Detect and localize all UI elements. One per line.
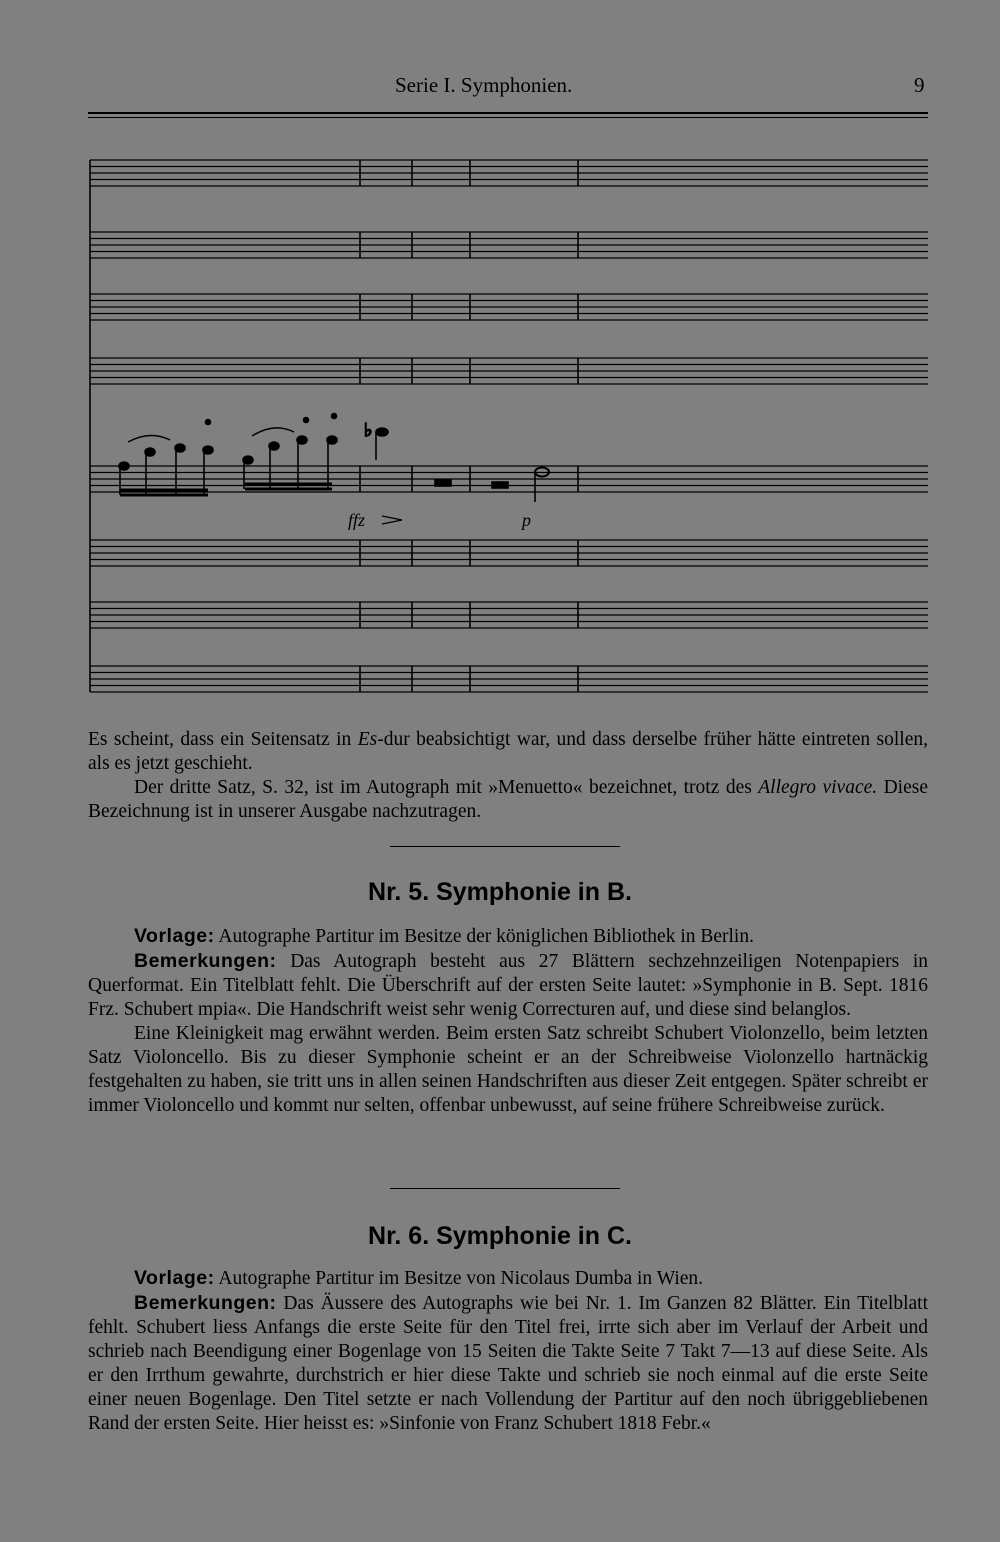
nr5-bemerkungen-label: Bemerkungen: — [134, 950, 277, 972]
svg-text:♭: ♭ — [364, 420, 373, 441]
intro-text — [88, 728, 928, 824]
header-rule — [88, 112, 928, 114]
nr6-vorlage-label: Vorlage: — [134, 1267, 215, 1289]
section-heading-nr6: Nr. 6. Symphonie in C. — [368, 1222, 632, 1250]
section-heading-nr5: Nr. 5. Symphonie in B. — [368, 878, 632, 906]
note-group — [119, 414, 549, 503]
nr5-vorlage-label: Vorlage: — [134, 925, 215, 947]
staff-lines — [90, 160, 928, 692]
barlines — [90, 160, 578, 692]
music-score — [80, 150, 940, 720]
nr6-bemerkungen-label: Bemerkungen: — [134, 1292, 277, 1314]
section-separator — [390, 1188, 620, 1189]
intro-p1-a: Es scheint, dass ein Seitensatz in — [88, 729, 358, 750]
nr5-text — [88, 924, 928, 1118]
intro-p1-b: -dur beabsichtigt war, und dass derselbe früher hätte eintreten sollen, als es jetzt geschieht. — [88, 729, 928, 774]
intro-p2-a: Der dritte Satz, S. 32, ist im Autograph mit »Menuetto« bezeichnet, trotz des — [134, 777, 759, 798]
dynamic-p: p — [522, 510, 531, 530]
section-separator — [390, 846, 620, 847]
running-title: Serie I. Symphonien. — [395, 73, 573, 97]
intro-p2-tempo: Allegro vivace. — [758, 777, 878, 798]
intro-p1-key: Es — [357, 729, 378, 750]
dynamic-ffz: ffz — [348, 510, 366, 530]
nr5-bemerkungen-text: Das Autograph besteht aus 27 Blättern sechzehnzeiligen Notenpapiers in Querformat. Ein Titelblatt fehlt. Die Überschrift auf der ersten Seite lautet: »Symphonie in B. Sept. 1816 Frz. Schubert mpia«. Die Handschrift weist sehr wenig Correcturen auf, und diese sind belanglos. — [88, 951, 928, 1020]
accent-hairpin — [382, 516, 402, 524]
header-rule-thin — [88, 117, 928, 118]
nr6-vorlage-text: Autographe Partitur im Besitze von Nicolaus Dumba in Wien. — [214, 1268, 704, 1289]
running-header — [0, 70, 1000, 100]
nr5-paragraph-2: Eine Kleinigkeit mag erwähnt werden. Beim ersten Satz schreibt Schubert Violonzello, beim letzten Satz Violoncello. Bis zu dieser Symphonie scheint er an der Schreibweise Violonzello hartnäckig festgehalten zu haben, sie tritt uns in allen seinen Handschriften aus dieser Zeit entgegen. Später schreibt er immer Violoncello und kommt nur selten, offenbar unbewusst, auf seine frühere Schreibweise zurück. — [88, 1023, 928, 1116]
nr5-vorlage-text: Autographe Partitur im Besitze der königlichen Bibliothek in Berlin. — [214, 926, 754, 947]
intro-p2-b: Diese Bezeichnung ist in unserer Ausgabe nachzutragen. — [88, 777, 929, 822]
page-number: 9 — [914, 73, 925, 97]
nr6-bemerkungen-text: Das Äussere des Autographs wie bei Nr. 1. Im Ganzen 82 Blätter. Ein Titelblatt fehlt. Schubert liess Anfangs die erste Seite für den Titel frei, irrte sich aber im Verlauf der Arbeit und schrieb nach Beendigung einer Bogenlage von 15 Seiten die Takte Seite 7 Takt 7—13 auf diese Seite. Als er den Irrthum gewahrte, durchstrich er hier diese Takte und schrieb sie noch einmal auf die erste Seite einer neuen Bogenlage. Den Titel setzte er nach Vollendung der Partitur auf den noch übriggebliebenen Rand der ersten Seite. Hier heisst es: »Sinfonie von Franz Schubert 1818 Febr.« — [88, 1293, 928, 1434]
nr6-text — [88, 1266, 928, 1436]
